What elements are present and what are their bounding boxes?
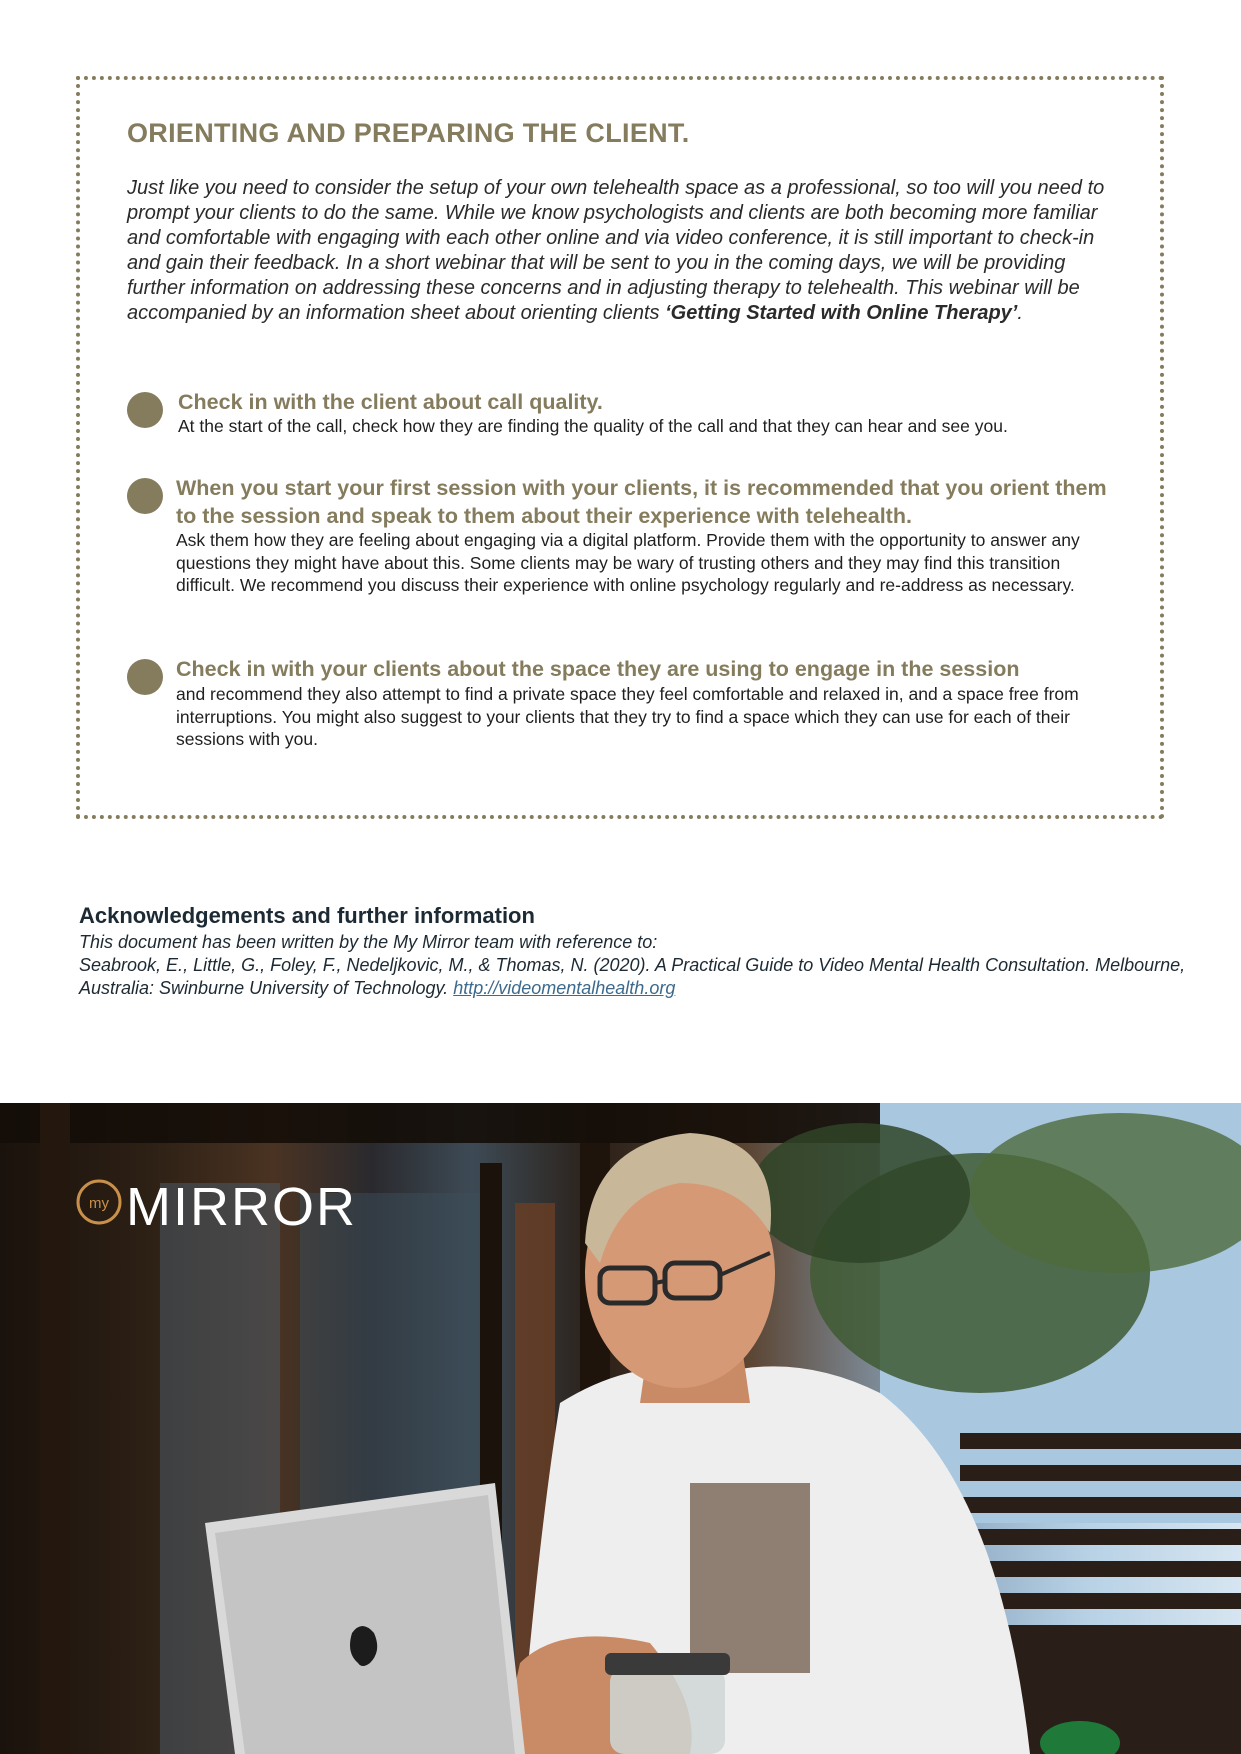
acknowledgements-text	[79, 931, 1229, 1000]
logo-wordmark: MIRROR	[126, 1177, 357, 1237]
logo-my: my	[89, 1195, 109, 1212]
intro-end: .	[1017, 302, 1023, 324]
bullet-heading: Check in with your clients about the space they are using to engage in the session	[176, 657, 1020, 681]
bullet-dot-icon	[127, 478, 163, 514]
acknowledgements-reference: Seabrook, E., Little, G., Foley, F., Nedeljkovic, M., & Thomas, N. (2020). A Practical Guide to Video Mental Health Consultation. Melbourne, Australia: Swinburne University of Technology.	[79, 955, 1186, 998]
intro-text: Just like you need to consider the setup of your own telehealth space as a professional, so too will you need to prompt your clients to do the same. While we know psychologists and clients are both becoming more familiar and comfortable with engaging with each other online and via video conference, it is still important to check-in and gain their feedback. In a short webinar that will be sent to you in the coming days, we will be providing further information on addressing these concerns and in adjusting therapy to telehealth. This webinar will be accompanied by an information sheet about orienting clients	[127, 177, 1105, 324]
mymirror-logo	[76, 1162, 386, 1242]
bullet-dot-icon	[127, 392, 163, 428]
section-title: ORIENTING AND PREPARING THE CLIENT.	[127, 118, 690, 148]
intro-paragraph	[127, 176, 1112, 326]
bullet-dot-icon	[127, 659, 163, 695]
bullet-text: and recommend they also attempt to find a private space they feel comfortable and relaxed in, and a space free from interruptions. You might also suggest to your clients that they try to find a space which they can use for each of their sessions with you.	[176, 684, 1079, 749]
logo-mark	[76, 1162, 386, 1242]
bullet-heading: When you start your first session with your clients, it is recommended that you orient them to the session and speak to them about their experience with telehealth.	[176, 476, 1107, 528]
acknowledgements-title: Acknowledgements and further information	[79, 903, 535, 928]
bullet-text: At the start of the call, check how they are finding the quality of the call and that they can hear and see you.	[178, 416, 1008, 436]
acknowledgements-line1: This document has been written by the My Mirror team with reference to:	[79, 932, 658, 952]
reference-link[interactable]: http://videomentalhealth.org	[453, 978, 676, 998]
bullet-heading: Check in with the client about call quality.	[178, 390, 603, 414]
intro-bold-title: ‘Getting Started with Online Therapy’	[665, 302, 1018, 324]
bullet-text: Ask them how they are feeling about engaging via a digital platform. Provide them with the opportunity to answer any questions they might have about this. Some clients may be wary of trusting others and they may find this transition difficult. We recommend you discuss their experience with online psychology regularly and re-address as necessary.	[176, 530, 1080, 595]
